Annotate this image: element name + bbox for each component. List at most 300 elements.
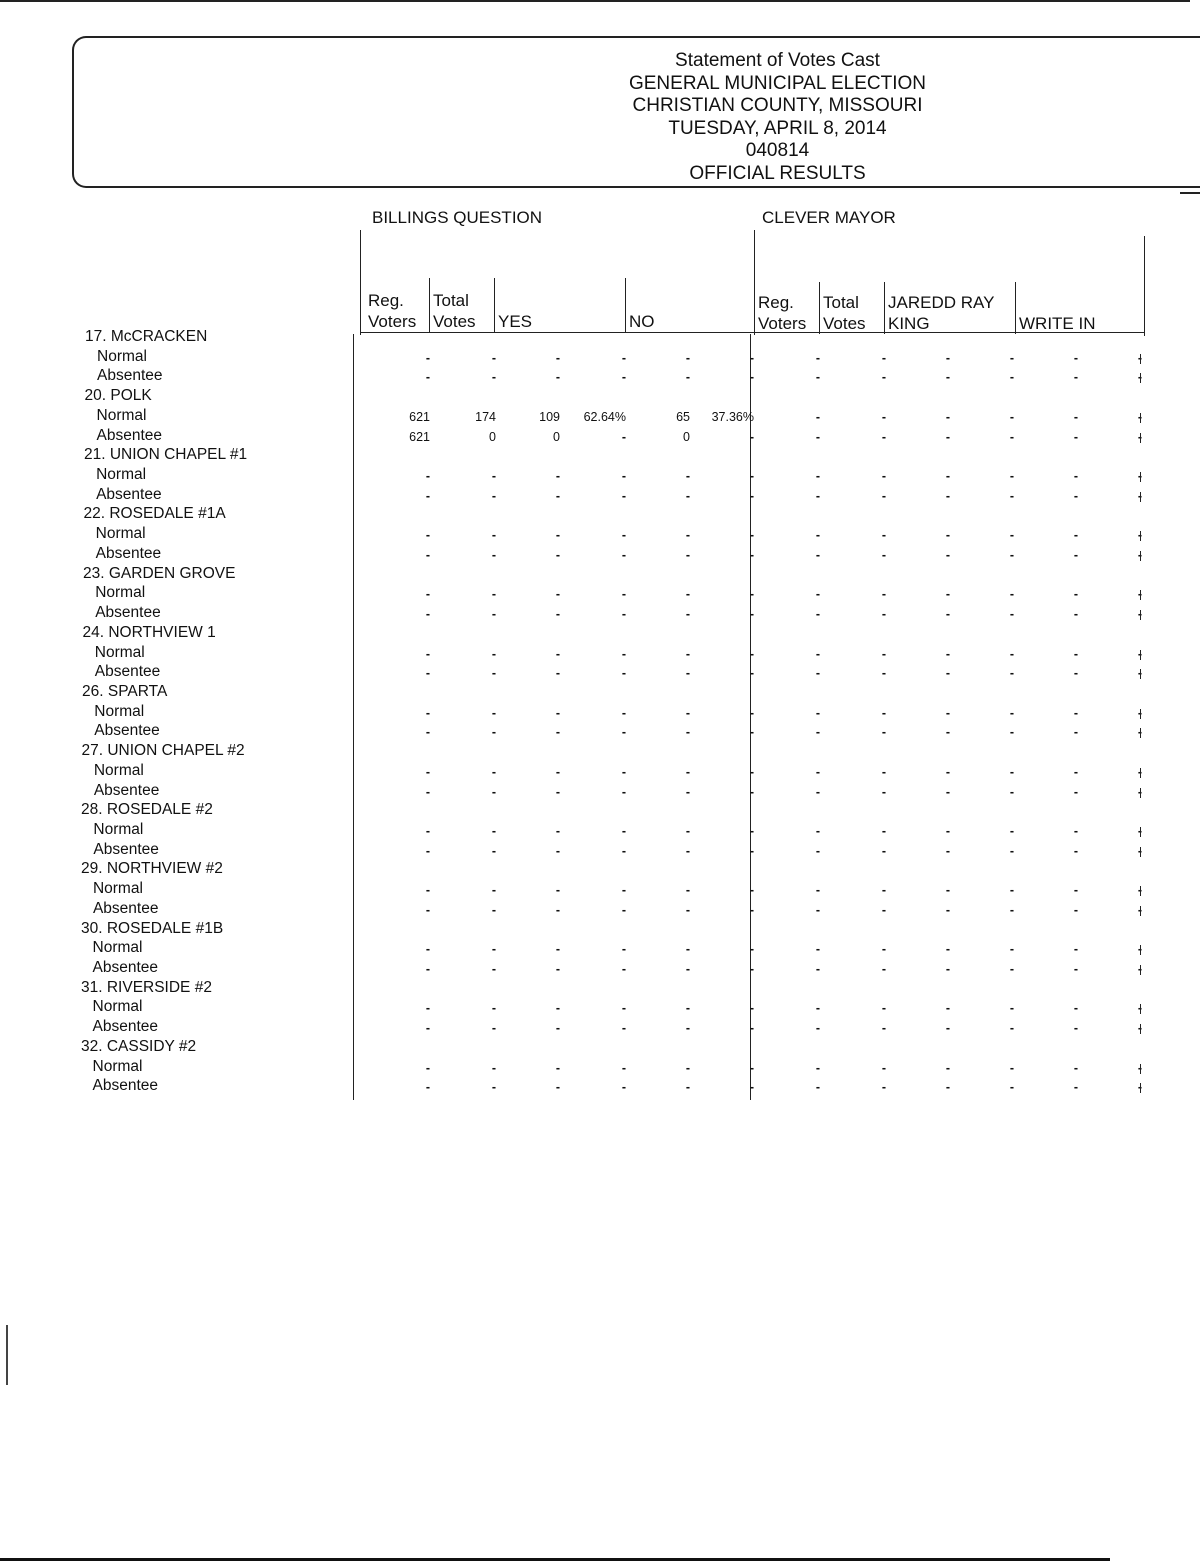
- billings-cell: -: [425, 370, 430, 385]
- clever-cell: -: [1073, 547, 1078, 562]
- row-type-label: Normal: [96, 466, 147, 484]
- billings-cell: -: [749, 666, 754, 681]
- billings-cell: -: [425, 942, 430, 957]
- billings-cell: -: [749, 824, 754, 838]
- row-type-label: Normal: [95, 525, 146, 543]
- billings-cell: -: [491, 942, 496, 957]
- billings-cell: -: [425, 350, 430, 365]
- clever-cell: -: [1073, 1021, 1078, 1036]
- billings-cell: -: [425, 725, 430, 740]
- header-line: CHRISTIAN COUNTY, MISSOURI: [632, 95, 923, 116]
- billings-cell: -: [491, 962, 496, 977]
- clever-cell: -: [945, 1080, 950, 1095]
- clever-write-in-header: WRITE IN: [1019, 314, 1096, 333]
- billings-cell: -: [425, 843, 430, 858]
- clever-candidate-header: JAREDD RAY KING: [888, 293, 995, 333]
- clever-cell: -: [945, 429, 950, 444]
- billings-cell: -: [555, 607, 560, 622]
- clever-cell: -: [1009, 843, 1014, 858]
- billings-cell: -: [685, 488, 690, 503]
- precinct-name: 21. UNION CHAPEL #1: [84, 446, 248, 464]
- row-end-tick: [1140, 788, 1141, 798]
- row-type-label: Normal: [92, 998, 143, 1016]
- clever-cell: -: [881, 843, 886, 858]
- clever-cell: -: [881, 370, 886, 385]
- billings-cell: -: [491, 764, 496, 779]
- clever-cell: -: [1009, 587, 1014, 602]
- billings-cell: -: [685, 962, 690, 977]
- clever-cell: -: [1137, 1021, 1142, 1036]
- clever-cell: -: [1137, 528, 1142, 543]
- billings-cell: -: [621, 646, 626, 661]
- billings-cell: -: [621, 764, 626, 779]
- clever-right-rule: [1144, 236, 1145, 336]
- billings-cell: 0: [489, 429, 496, 444]
- precinct-name: 28. ROSEDALE #2: [81, 801, 213, 819]
- billings-cell: 0: [683, 429, 690, 444]
- row-type-label: Normal: [94, 643, 145, 661]
- billings-cell: -: [749, 1021, 754, 1036]
- billings-cell: -: [749, 705, 754, 720]
- header-bottom-rule: [360, 332, 1145, 333]
- clever-cell: -: [945, 488, 950, 503]
- billings-cell: -: [621, 705, 626, 720]
- billings-cell: -: [685, 469, 690, 484]
- billings-cell: -: [425, 824, 430, 838]
- billings-cell: -: [491, 469, 496, 484]
- row-end-tick: [1140, 1024, 1141, 1034]
- clever-cell: -: [945, 725, 950, 740]
- billings-cell: -: [685, 784, 690, 799]
- clever-cell: -: [1073, 469, 1078, 484]
- clever-cell: -: [815, 646, 820, 661]
- row-type-label: Normal: [93, 761, 144, 779]
- precinct-name: 26. SPARTA: [82, 682, 168, 700]
- clever-cell: -: [1009, 784, 1014, 799]
- billings-cell: -: [749, 843, 754, 858]
- clever-cell: -: [881, 429, 886, 444]
- clever-cell: -: [815, 1021, 820, 1036]
- clever-cell: -: [1137, 784, 1142, 799]
- billings-cell: -: [621, 725, 626, 740]
- clever-cell: -: [1073, 1080, 1078, 1095]
- clever-cell: -: [881, 488, 886, 503]
- clever-cell: -: [881, 646, 886, 661]
- billings-cell: -: [685, 843, 690, 858]
- billings-cell: -: [555, 1080, 560, 1095]
- clever-cell: -: [815, 843, 820, 858]
- clever-cell: -: [1009, 962, 1014, 977]
- clever-cell: -: [815, 488, 820, 503]
- clever-cell: -: [945, 883, 950, 898]
- billings-cell: -: [621, 370, 626, 385]
- clever-cell: -: [815, 1080, 820, 1095]
- billings-cell: -: [621, 1021, 626, 1036]
- row-end-tick: [1140, 728, 1141, 738]
- row-end-tick: [1140, 886, 1141, 896]
- clever-cell: -: [1009, 607, 1014, 622]
- col-rule: [884, 282, 885, 334]
- billings-cell: -: [621, 883, 626, 898]
- clever-cell: -: [945, 409, 950, 424]
- billings-cell: -: [621, 528, 626, 543]
- clever-cell: -: [815, 547, 820, 562]
- precinct-name: 23. GARDEN GROVE: [83, 564, 236, 582]
- billings-cell: -: [749, 784, 754, 799]
- clever-cell: -: [945, 607, 950, 622]
- row-end-tick: [1140, 1083, 1141, 1093]
- clever-cell: -: [1073, 528, 1078, 543]
- row-type-label: Absentee: [93, 781, 160, 799]
- billings-cell: -: [621, 784, 626, 799]
- row-end-tick: [1140, 492, 1141, 502]
- billings-cell: -: [425, 1060, 430, 1075]
- billings-cell: -: [749, 764, 754, 779]
- billings-cell: -: [685, 547, 690, 562]
- billings-cell: -: [685, 1080, 690, 1095]
- clever-cell: -: [1073, 1060, 1078, 1075]
- clever-cell: -: [945, 646, 950, 661]
- billings-cell: 621: [409, 409, 430, 424]
- col-rule: [819, 282, 820, 334]
- header-line: TUESDAY, APRIL 8, 2014: [668, 117, 887, 139]
- precinct-name: 20. POLK: [84, 387, 152, 405]
- clever-cell: -: [945, 1021, 950, 1036]
- billings-cell: -: [621, 607, 626, 622]
- clever-cell: -: [1073, 370, 1078, 385]
- billings-cell: -: [621, 547, 626, 562]
- billings-cell: -: [749, 469, 754, 484]
- clever-cell: -: [945, 547, 950, 562]
- billings-cell: -: [555, 843, 560, 858]
- billings-cell: -: [685, 1060, 690, 1075]
- billings-cell: -: [555, 547, 560, 562]
- billings-reg-voters-header: Reg. Voters: [368, 291, 417, 331]
- clever-cell: -: [881, 942, 886, 957]
- clever-cell: -: [1137, 666, 1142, 681]
- clever-cell: -: [945, 587, 950, 602]
- row-type-label: Normal: [94, 702, 145, 720]
- clever-cell: -: [881, 528, 886, 543]
- clever-cell: -: [1137, 902, 1142, 917]
- billings-cell: -: [425, 1001, 430, 1016]
- clever-cell: -: [1137, 764, 1142, 779]
- precinct-name: 32. CASSIDY #2: [81, 1037, 197, 1055]
- clever-cell: -: [881, 469, 886, 484]
- clever-cell: -: [945, 528, 950, 543]
- billings-cell: -: [749, 547, 754, 562]
- clever-cell: -: [1009, 1001, 1014, 1016]
- billings-cell: -: [491, 843, 496, 858]
- row-type-label: Absentee: [92, 899, 159, 917]
- billings-cell: -: [621, 666, 626, 681]
- clever-cell: -: [1137, 370, 1142, 385]
- clever-cell: -: [881, 350, 886, 365]
- row-type-label: Absentee: [92, 1077, 158, 1095]
- row-end-tick: [1140, 610, 1141, 620]
- precinct-name: 22. ROSEDALE #1A: [83, 505, 226, 523]
- row-end-tick: [1140, 373, 1141, 383]
- billings-cell: -: [685, 666, 690, 681]
- clever-cell: -: [1073, 843, 1078, 858]
- billings-cell: -: [425, 902, 430, 917]
- clever-cell: -: [881, 547, 886, 562]
- billings-cell: -: [685, 646, 690, 661]
- col-rule: [625, 278, 626, 333]
- clever-cell: -: [945, 705, 950, 720]
- billings-cell: -: [555, 764, 560, 779]
- clever-cell: -: [1137, 646, 1142, 661]
- clever-cell: -: [945, 1001, 950, 1016]
- clever-cell: -: [881, 1021, 886, 1036]
- billings-cell: -: [425, 488, 430, 503]
- billings-cell: -: [555, 488, 560, 503]
- clever-cell: -: [1137, 883, 1142, 898]
- row-type-label: Absentee: [95, 604, 161, 622]
- clever-cell: -: [1009, 646, 1014, 661]
- clever-cell: -: [1009, 666, 1014, 681]
- clever-cell: -: [1137, 587, 1142, 602]
- header-line: GENERAL MUNICIPAL ELECTION: [628, 72, 927, 94]
- clever-cell: -: [1009, 409, 1014, 424]
- clever-cell: -: [881, 666, 886, 681]
- row-end-tick: [1140, 709, 1141, 719]
- billings-cell: -: [555, 824, 560, 838]
- billings-cell: -: [749, 488, 754, 503]
- row-type-label: Absentee: [97, 367, 163, 385]
- row-end-tick: [1140, 531, 1141, 541]
- billings-cell: -: [555, 1021, 560, 1036]
- clever-cell: -: [1073, 607, 1078, 622]
- clever-cell: -: [881, 824, 886, 838]
- row-end-tick: [1140, 354, 1141, 364]
- clever-cell: -: [945, 666, 950, 681]
- clever-cell: -: [1137, 705, 1142, 720]
- billings-cell: 621: [409, 429, 430, 444]
- clever-cell: -: [945, 843, 950, 858]
- clever-cell: -: [945, 370, 950, 385]
- row-end-tick: [1140, 413, 1141, 423]
- clever-cell: -: [881, 1001, 886, 1016]
- col-rule: [494, 278, 495, 333]
- clever-cell: -: [1073, 942, 1078, 957]
- billings-cell: -: [555, 705, 560, 720]
- billings-cell: -: [555, 587, 560, 602]
- clever-cell: -: [815, 824, 820, 838]
- clever-cell: -: [1009, 528, 1014, 543]
- billings-cell: -: [749, 429, 754, 444]
- billings-cell: -: [621, 942, 626, 957]
- billings-no-header: NO: [629, 312, 655, 331]
- clever-cell: -: [881, 764, 886, 779]
- billings-cell: -: [749, 902, 754, 917]
- billings-cell: -: [685, 705, 690, 720]
- row-type-label: Normal: [93, 821, 144, 838]
- row-end-tick: [1140, 669, 1141, 679]
- precinct-name: 31. RIVERSIDE #2: [81, 978, 212, 996]
- billings-cell: -: [491, 824, 496, 838]
- billings-question-title: BILLINGS QUESTION: [372, 208, 543, 227]
- report-header: [560, 50, 995, 185]
- billings-cell: -: [621, 429, 626, 444]
- billings-cell: -: [621, 902, 626, 917]
- row-end-tick: [1140, 551, 1141, 561]
- billings-cell: -: [491, 646, 496, 661]
- clever-cell: -: [815, 942, 820, 957]
- billings-cell: -: [621, 1001, 626, 1016]
- clever-cell: -: [1009, 547, 1014, 562]
- billings-cell: 174: [475, 409, 496, 424]
- clever-cell: -: [945, 764, 950, 779]
- billings-cell: -: [425, 607, 430, 622]
- billings-cell: -: [425, 705, 430, 720]
- clever-cell: -: [881, 725, 886, 740]
- billings-cell: 65: [676, 409, 690, 424]
- billings-cell: -: [491, 370, 496, 385]
- row-type-label: Absentee: [95, 544, 162, 562]
- clever-cell: -: [1073, 646, 1078, 661]
- clever-cell: -: [1137, 350, 1142, 365]
- billings-cell: -: [685, 883, 690, 898]
- clever-cell: -: [1073, 350, 1078, 365]
- clever-cell: -: [815, 962, 820, 977]
- billings-cell: -: [425, 469, 430, 484]
- billings-cell: -: [555, 942, 560, 957]
- clever-cell: -: [815, 705, 820, 720]
- billings-cell: -: [685, 824, 690, 838]
- billings-cell: -: [749, 942, 754, 957]
- billings-cell: 0: [553, 429, 560, 444]
- row-type-label: Absentee: [94, 663, 161, 681]
- clever-cell: -: [1009, 370, 1014, 385]
- clever-cell: -: [1073, 902, 1078, 917]
- billings-cell: -: [555, 469, 560, 484]
- billings-cell: -: [425, 1080, 430, 1095]
- billings-cell: -: [749, 587, 754, 602]
- clever-cell: -: [815, 725, 820, 740]
- clever-cell: -: [1137, 725, 1142, 740]
- billings-cell: -: [621, 469, 626, 484]
- billings-cell: -: [749, 883, 754, 898]
- billings-cell: -: [621, 488, 626, 503]
- billings-cell: -: [491, 725, 496, 740]
- clever-cell: -: [815, 469, 820, 484]
- clever-cell: -: [815, 350, 820, 365]
- row-end-tick: [1140, 472, 1141, 482]
- billings-cell: -: [749, 1080, 754, 1095]
- billings-left-rule: [360, 230, 361, 335]
- billings-cell: -: [555, 350, 560, 365]
- clever-cell: -: [881, 1060, 886, 1075]
- clever-cell: -: [1137, 843, 1142, 858]
- clever-cell: -: [1137, 962, 1142, 977]
- billings-cell: -: [491, 1001, 496, 1016]
- row-end-tick: [1140, 965, 1141, 975]
- clever-cell: -: [815, 1001, 820, 1016]
- clever-cell: -: [1137, 607, 1142, 622]
- clever-cell: -: [945, 350, 950, 365]
- clever-cell: -: [945, 902, 950, 917]
- row-type-label: Absentee: [94, 722, 160, 740]
- billings-cell: -: [425, 1021, 430, 1036]
- row-end-tick: [1140, 1004, 1141, 1014]
- billings-cell: -: [685, 1021, 690, 1036]
- row-type-label: Absentee: [93, 840, 159, 858]
- billings-yes-header: YES: [498, 312, 533, 331]
- clever-cell: -: [1073, 784, 1078, 799]
- clever-cell: -: [815, 883, 820, 898]
- clever-cell: -: [1137, 942, 1142, 957]
- billings-cell: -: [491, 350, 496, 365]
- clever-cell: -: [945, 962, 950, 977]
- clever-cell: -: [815, 409, 820, 424]
- clever-cell: -: [1137, 547, 1142, 562]
- clever-cell: -: [945, 784, 950, 799]
- row-end-tick: [1140, 650, 1141, 660]
- billings-cell: -: [555, 883, 560, 898]
- precinct-name: 27. UNION CHAPEL #2: [81, 742, 245, 760]
- billings-cell: -: [685, 370, 690, 385]
- clever-cell: -: [1073, 962, 1078, 977]
- clever-cell: -: [1137, 409, 1142, 424]
- contest-divider-rule: [754, 230, 755, 335]
- billings-cell: -: [425, 666, 430, 681]
- header-line: Statement of Votes Cast: [675, 50, 880, 71]
- precinct-name: 24. NORTHVIEW 1: [82, 623, 216, 641]
- billings-cell: -: [685, 725, 690, 740]
- clever-cell: -: [1137, 1060, 1142, 1075]
- row-type-label: Absentee: [96, 426, 163, 444]
- clever-cell: -: [1137, 1080, 1142, 1095]
- precinct-name: 29. NORTHVIEW #2: [81, 860, 223, 878]
- billings-cell: -: [491, 666, 496, 681]
- clever-cell: -: [815, 764, 820, 779]
- clever-cell: -: [815, 784, 820, 799]
- clever-cell: -: [881, 607, 886, 622]
- row-end-tick: [1140, 827, 1141, 837]
- scan-bottom-edge: [0, 1558, 1110, 1561]
- billings-cell: -: [425, 547, 430, 562]
- billings-cell: -: [491, 705, 496, 720]
- clever-cell: -: [1137, 469, 1142, 484]
- clever-cell: -: [1009, 824, 1014, 838]
- billings-cell: 62.64%: [583, 409, 626, 424]
- billings-cell: -: [749, 528, 754, 543]
- billings-cell: -: [491, 607, 496, 622]
- billings-cell: -: [621, 350, 626, 365]
- clever-cell: -: [1009, 1060, 1014, 1075]
- billings-cell: -: [685, 587, 690, 602]
- billings-cell: -: [685, 528, 690, 543]
- billings-cell: -: [685, 607, 690, 622]
- billings-cell: -: [749, 350, 754, 365]
- clever-cell: -: [815, 370, 820, 385]
- billings-cell: -: [491, 1021, 496, 1036]
- billings-cell: -: [425, 646, 430, 661]
- clever-cell: -: [1073, 666, 1078, 681]
- billings-cell: -: [491, 1080, 496, 1095]
- clever-cell: -: [1073, 1001, 1078, 1016]
- scan-left-edge: [6, 1325, 8, 1385]
- clever-cell: -: [1009, 488, 1014, 503]
- billings-cell: -: [749, 370, 754, 385]
- clever-mayor-title: CLEVER MAYOR: [762, 208, 896, 227]
- header-underline: [1180, 192, 1200, 194]
- row-type-label: Normal: [92, 880, 143, 898]
- row-end-tick: [1140, 768, 1141, 778]
- clever-cell: -: [1009, 705, 1014, 720]
- clever-cell: -: [815, 528, 820, 543]
